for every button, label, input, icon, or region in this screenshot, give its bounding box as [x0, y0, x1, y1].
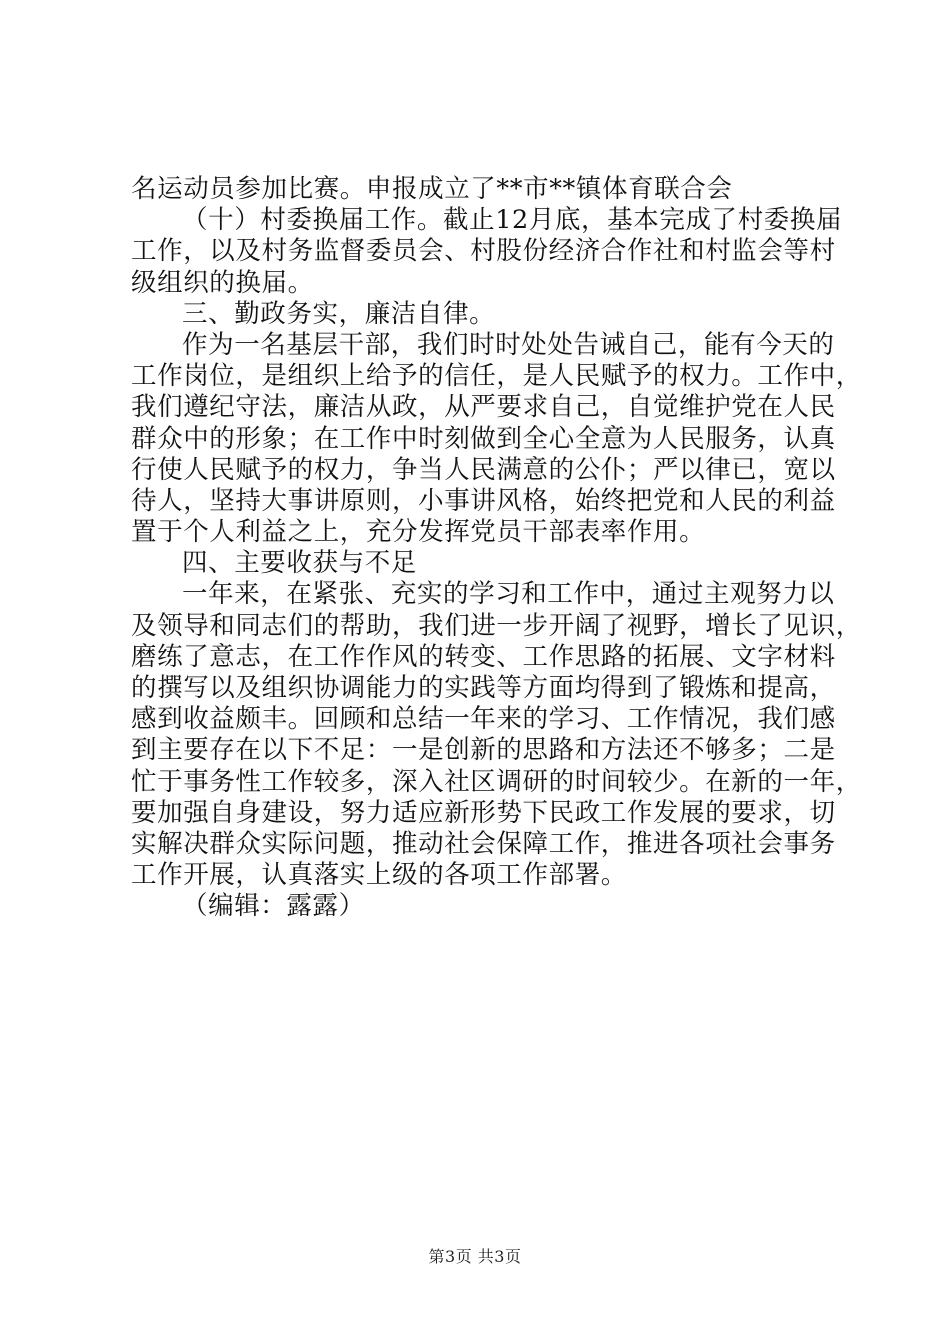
text-line: 工作，以及村务监督委员会、村股份经济合作社和村监会等村: [131, 236, 836, 267]
text-line: 作为一名基层干部，我们时时处处告诫自己，能有今天的: [182, 329, 835, 360]
text-line: 置于个人利益之上，充分发挥党员干部表率作用。: [131, 517, 706, 548]
document-body: [131, 174, 862, 923]
text-line: 待人，坚持大事讲原则，小事讲风格，始终把党和人民的利益: [131, 485, 836, 516]
text-line: 忙于事务性工作较多，深入社区调研的时间较少。在新的一年，: [131, 766, 862, 797]
text-line: 磨练了意志，在工作作风的转变、工作思路的拓展、文字材料: [131, 641, 836, 672]
text-line: 工作岗位，是组织上给予的信任，是人民赋予的权力。工作中，: [131, 361, 862, 392]
text-line: 一年来，在紧张、充实的学习和工作中，通过主观努力以: [182, 579, 835, 610]
text-line: 到主要存在以下不足：一是创新的思路和方法还不够多；二是: [131, 735, 836, 766]
text-line: 级组织的换届。: [131, 267, 314, 298]
text-line: （十）村委换届工作。截止12月底，基本完成了村委换届: [182, 205, 843, 236]
text-line: （编辑：露露）: [182, 891, 365, 922]
text-line: 行使人民赋予的权力，争当人民满意的公仆；严以律已，宽以: [131, 454, 836, 485]
text-line: 名运动员参加比赛。申报成立了**市**镇体育联合会: [131, 174, 733, 204]
text-line: 我们遵纪守法，廉洁从政，从严要求自己，自觉维护党在人民: [131, 392, 836, 423]
page-footer: 第3页 共3页: [428, 1247, 522, 1266]
text-line: 四、主要收获与不足: [182, 548, 417, 579]
text-line: 的撰写以及组织协调能力的实践等方面均得到了锻炼和提高，: [131, 673, 836, 703]
text-line: 感到收益颇丰。回顾和总结一年来的学习、工作情况，我们感: [131, 704, 836, 735]
text-line: 三、勤政务实，廉洁自律。: [182, 298, 496, 329]
text-line: 工作开展，认真落实上级的各项工作部署。: [131, 860, 627, 891]
text-line: 群众中的形象；在工作中时刻做到全心全意为人民服务，认真: [131, 423, 836, 454]
text-line: 及领导和同志们的帮助，我们进一步开阔了视野，增长了见识，: [131, 610, 862, 641]
text-line: 实解决群众实际问题，推动社会保障工作，推进各项社会事务: [131, 828, 836, 859]
text-line: 要加强自身建设，努力适应新形势下民政工作发展的要求，切: [131, 797, 836, 828]
